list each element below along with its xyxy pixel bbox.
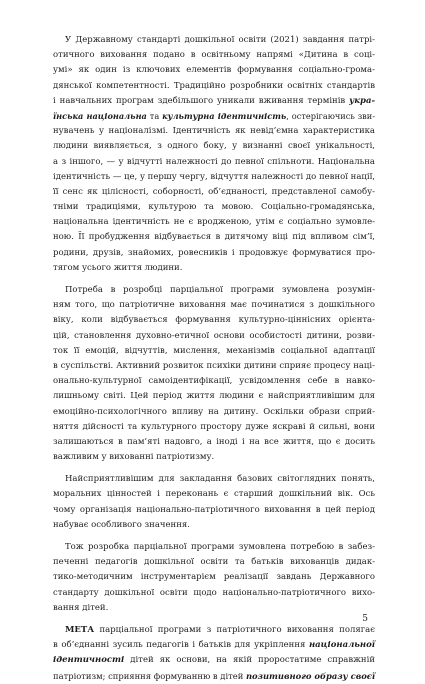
text-line: [53, 570, 375, 585]
text-segment: національна ідентичність не є вродженою, утім є соціально зумовле-: [53, 217, 375, 228]
text-line: [53, 623, 375, 638]
text-segment: Тож розробка парціальної програми зумовлена потребою в забез-: [65, 542, 375, 552]
text-segment: набуває особливого значення.: [53, 519, 190, 530]
paragraph: [53, 540, 375, 616]
text-segment: Потреба в розробці парціальної програми зумовлена розумін-: [65, 285, 375, 295]
text-line: [53, 518, 375, 533]
text-line: [53, 638, 375, 653]
text-segment: ідентичність — це, у першу чергу, відчуття належності до певної нації,: [53, 171, 375, 182]
text-segment: ток її емоцій, відчуттів, мислення, механізмів соціальної адаптації: [53, 345, 375, 356]
text-segment: в об’єднанні зусиль педагогів і батьків для укріплення: [53, 640, 309, 651]
text-segment: тягом усього життя людини.: [53, 262, 183, 273]
text-line: [53, 435, 375, 450]
bold-italic-text: їнська національна: [53, 110, 147, 121]
text-segment: і навчальних програм здебільшого уникали вживання термінів: [53, 95, 350, 106]
paragraph: [53, 472, 375, 533]
text-segment: няття дійсності та культурного простору дуже яскраві й сильні, вони: [53, 421, 375, 432]
text-line: [53, 420, 375, 435]
bold-italic-text: культурна ідентичність: [162, 110, 287, 121]
text-line: [53, 329, 375, 344]
text-segment: умі» як один із ключових елементів формування соціально-грома-: [53, 65, 375, 76]
text-segment: ною. Її пробудження відбувається в дитячому віці під впливом сім’ї,: [53, 232, 375, 243]
text-segment: цій, становлення духовно-етичної основи особистості дитини, розви-: [53, 330, 375, 341]
text-segment: людини виявляється, з одного боку, у визнанні своєї унікальності,: [53, 141, 375, 152]
text-line: [53, 33, 375, 48]
text-line: [53, 63, 375, 78]
text-segment: онально-культурної самоідентифікації, усвідомлення себе в навко-: [53, 376, 375, 387]
text-line: [53, 155, 375, 170]
text-segment: парціальної програми з патріотичного виховання полягає: [94, 624, 375, 635]
text-line: [53, 246, 375, 261]
text-line: [53, 359, 375, 374]
text-segment: патріотизм; сприяння формуванню в дітей: [53, 670, 246, 681]
text-segment: чому організація національно-патріотичного виховання в цей період: [53, 504, 375, 515]
page-number: 5: [362, 614, 368, 624]
body-text: [53, 33, 375, 684]
text-line: [53, 472, 375, 487]
bold-italic-text: укра-: [349, 95, 375, 106]
text-segment: отичного виховання подано в освітньому напрямі «Дитина в соці-: [53, 50, 375, 61]
text-segment: а з іншого, — у відчутті належності до певної спільноти. Національна: [53, 156, 375, 167]
text-line: [53, 503, 375, 518]
text-line: [53, 487, 375, 502]
bold-italic-text: ідентичності: [53, 655, 125, 666]
text-segment: У Державному стандарті дошкільної освіти (2021) завдання патрі-: [65, 35, 375, 45]
text-segment: Найсприятливішим для закладання базових світоглядних понять,: [65, 474, 375, 485]
text-line: [53, 669, 375, 684]
text-line: [53, 200, 375, 215]
text-segment: ням того, що патріотичне виховання має починатися з дошкільного: [53, 300, 375, 311]
paragraph: [53, 283, 375, 465]
text-segment: моральних цінностей і переконань є старший дошкільний вік. Ось: [53, 489, 375, 500]
text-segment: залишаються в пам’яті надовго, а іноді і на все життя, що є досить: [53, 436, 375, 447]
text-line: [53, 261, 375, 276]
text-line: [53, 215, 375, 230]
text-segment: , остерігаючись зви-: [286, 110, 375, 121]
text-line: [53, 298, 375, 313]
text-segment: нувачень у націоналізмі. Ідентичність як невід’ємна характеристика: [53, 126, 375, 137]
text-segment: печенні педагогів дошкільної освіти та батьків вихованців дидак-: [53, 557, 375, 568]
text-segment: тніми традиціями, культурою та мовою. Соціально-громадянська,: [53, 202, 375, 213]
text-line: [53, 601, 375, 616]
text-segment: в суспільстві. Активний розвиток психіки дитини сприяє процесу наці-: [53, 360, 375, 371]
text-line: [53, 586, 375, 601]
text-line: [53, 139, 375, 154]
text-line: [53, 374, 375, 389]
text-segment: дянської компетентності. Традиційно розробники освітніх стандартів: [53, 80, 375, 91]
text-line: [53, 185, 375, 200]
text-segment: її сенс як цілісності, соборності, об’єднаності, представленої самобу-: [53, 186, 375, 197]
text-line: [53, 283, 375, 298]
text-line: [53, 450, 375, 465]
text-line: [53, 540, 375, 555]
text-line: [53, 405, 375, 420]
bold-italic-text: позитивного образу своєї: [245, 670, 376, 681]
text-line: [53, 48, 375, 63]
text-line: [53, 344, 375, 359]
text-segment: стандарту дошкільної освіти щодо національно-патріотичного вихо-: [53, 587, 375, 598]
text-segment: віку, коли відбувається формування культурно-ціннісних орієнта-: [53, 315, 375, 326]
text-segment: емоційно-психологічного впливу на дитину. Оскільки образи сприй-: [53, 406, 375, 417]
text-line: [53, 555, 375, 570]
text-segment: тико-методичним інструментарієм реалізації завдань Державного: [53, 572, 375, 583]
text-line: [53, 170, 375, 185]
bold-text: МЕТА: [65, 624, 95, 635]
paragraph: [53, 33, 375, 276]
text-segment: дітей як основи, на якій проростатиме справжній: [124, 655, 375, 666]
text-line: [53, 389, 375, 404]
text-segment: та: [146, 110, 163, 121]
text-line: [53, 79, 375, 94]
text-line: [53, 124, 375, 139]
paragraph: [53, 623, 375, 684]
text-line: [53, 313, 375, 328]
text-segment: вання дітей.: [53, 602, 109, 613]
text-line: [53, 94, 375, 109]
bold-italic-text: національної: [308, 640, 375, 651]
text-line: [53, 653, 375, 668]
text-line: [53, 109, 375, 124]
text-segment: лишньому світі. Цей період життя людини є найсприятливішим для: [53, 391, 375, 402]
text-segment: важливим у вихованні патріотизму.: [53, 452, 215, 463]
text-segment: родини, друзів, знайомих, ровесників і продовжує формуватися про-: [53, 247, 375, 258]
text-line: [53, 230, 375, 245]
